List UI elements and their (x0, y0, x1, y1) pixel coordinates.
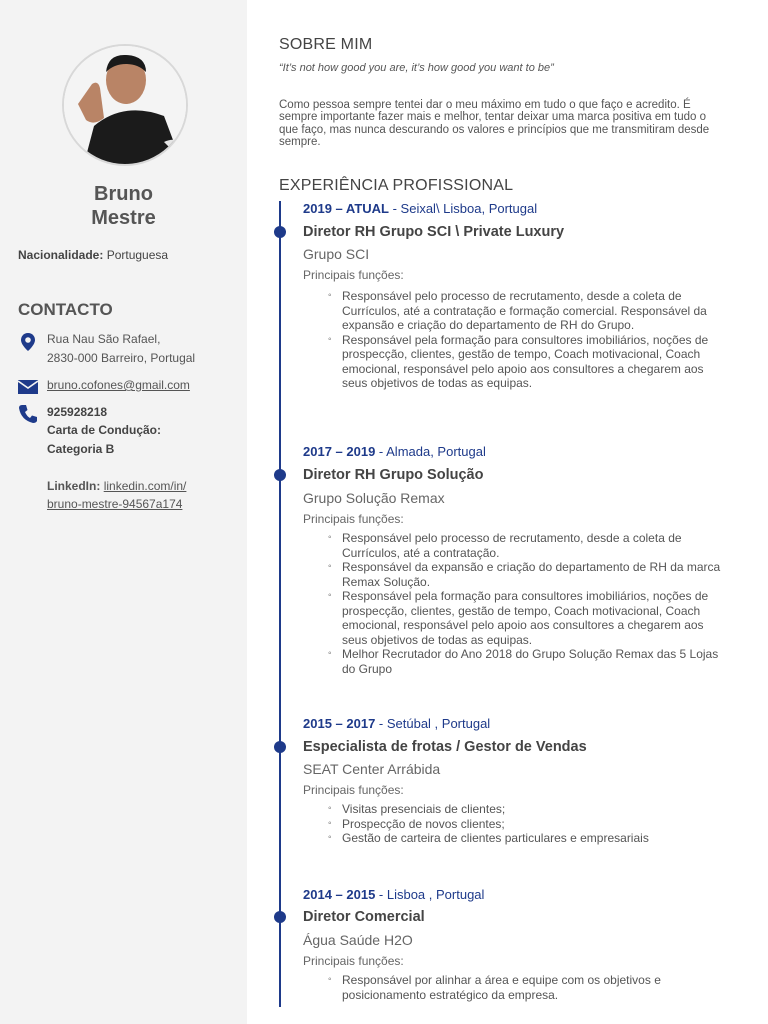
list-item: ◦ Responsável pelo processo de recrutamento, desde a coleta de Currículos, até a contratação. (328, 531, 728, 560)
functions-label: Principais funções: (303, 512, 404, 526)
location-pin-icon (18, 332, 38, 352)
timeline-line (279, 201, 281, 1007)
job-role: Especialista de frotas / Gestor de Vendas (303, 739, 587, 755)
job-duties (328, 973, 728, 1002)
nationality-value: Portuguesa (106, 248, 169, 262)
job-duties (328, 289, 728, 391)
license-value: Categoria B (47, 442, 115, 456)
job-location: - Seixal\ Lisboa, Portugal (388, 201, 538, 216)
list-item: ◦ Responsável pela formação para consultores imobiliários, noções de prospecção, clientes, gestão de tempo, Coach motivacional, Coach emocional, responsável pelo apoio aos consultores a chegarem aos seus objetivos de todas as equipas. (328, 333, 728, 391)
address-line2: 2830-000 Barreiro, Portugal (47, 351, 196, 365)
functions-label: Principais funções: (303, 954, 404, 968)
envelope-icon (18, 377, 38, 397)
timeline-dot (274, 911, 286, 923)
job-company: Água Saúde H2O (303, 932, 413, 948)
about-quote: “It’s not how good you are, it’s how good you want to be” (279, 62, 554, 74)
list-item: ◦ Responsável pelo processo de recrutamento, desde a coleta de Currículos, até a contratação e formação comercial. Responsável da expansão e criação do departamento de RH do Grupo. (328, 289, 728, 333)
job-role: Diretor Comercial (303, 909, 425, 925)
last-name: Mestre (91, 207, 156, 229)
timeline-dot (274, 469, 286, 481)
license-label: Carta de Condução: (47, 423, 162, 437)
phone-number: 925928218 (47, 405, 108, 419)
timeline-dot (274, 741, 286, 753)
timeline-dot (274, 226, 286, 238)
nationality-label: Nacionalidade: (18, 248, 104, 262)
list-item: ◦ Responsável por alinhar a área e equipe com os objetivos e posicionamento estratégico da empresa. (328, 973, 728, 1002)
linkedin-line1 (47, 477, 186, 496)
job-period-years: 2017 – 2019 (303, 444, 376, 459)
job-period-years: 2019 – ATUAL (303, 201, 389, 216)
profile-photo (62, 44, 188, 166)
sidebar (0, 0, 247, 1024)
job-role: Diretor RH Grupo SCI \ Private Luxury (303, 224, 565, 240)
job-period (303, 716, 490, 731)
job-company: Grupo Solução Remax (303, 490, 445, 506)
job-company: Grupo SCI (303, 246, 370, 262)
phone-icon (18, 404, 38, 424)
job-location: - Almada, Portugal (375, 444, 486, 459)
experience-heading: EXPERIÊNCIA PROFISSIONAL (279, 177, 514, 194)
job-location: - Lisboa , Portugal (375, 887, 485, 902)
job-period (303, 201, 537, 216)
list-item: ◦ Melhor Recrutador do Ano 2018 do Grupo Solução Remax das 5 Lojas do Grupo (328, 647, 728, 676)
list-item: ◦ Responsável pela formação para consultores imobiliários, noções de prospecção, clientes, gestão de tempo, Coach motivacional, Coach emocional, responsável pelo apoio aos consultores a chegarem aos seus objetivos de todas as equipas. (328, 589, 728, 647)
about-text: Como pessoa sempre tentei dar o meu máximo em tudo o que faço e acredito. É sempre importante fazer mais e melhor, tentar deixar uma marca positiva em tudo o que faço, mas nunca descurando os valores e princípios que me transmitiram desde sempre. (279, 99, 710, 149)
first-name: Bruno (94, 183, 153, 205)
job-location: - Setúbal , Portugal (375, 716, 491, 731)
functions-label: Principais funções: (303, 268, 404, 282)
job-period (303, 887, 484, 902)
job-duties (328, 802, 728, 846)
list-item: ◦ Gestão de carteira de clientes particulares e empresariais (328, 831, 728, 846)
list-item: ◦ Prospecção de novos clientes; (328, 817, 728, 832)
job-role: Diretor RH Grupo Solução (303, 467, 484, 483)
linkedin-link-part1[interactable]: linkedin.com/in/ (103, 479, 187, 493)
nationality (18, 248, 168, 262)
job-period-years: 2015 – 2017 (303, 716, 376, 731)
job-period (303, 444, 486, 459)
job-period-years: 2014 – 2015 (303, 887, 376, 902)
address-line1: Rua Nau São Rafael, (47, 332, 161, 346)
contact-heading: CONTACTO (18, 300, 113, 319)
email-link[interactable]: bruno.cofones@gmail.com (47, 378, 190, 392)
functions-label: Principais funções: (303, 783, 404, 797)
list-item: ◦ Responsável da expansão e criação do departamento de RH da marca Remax Solução. (328, 560, 728, 589)
list-item: ◦ Visitas presenciais de clientes; (328, 802, 728, 817)
linkedin-label: LinkedIn: (47, 479, 101, 493)
linkedin-link-part2[interactable]: bruno-mestre-94567a174 (47, 497, 183, 511)
about-heading: SOBRE MIM (279, 36, 373, 53)
job-duties (328, 531, 728, 676)
job-company: SEAT Center Arrábida (303, 761, 441, 777)
